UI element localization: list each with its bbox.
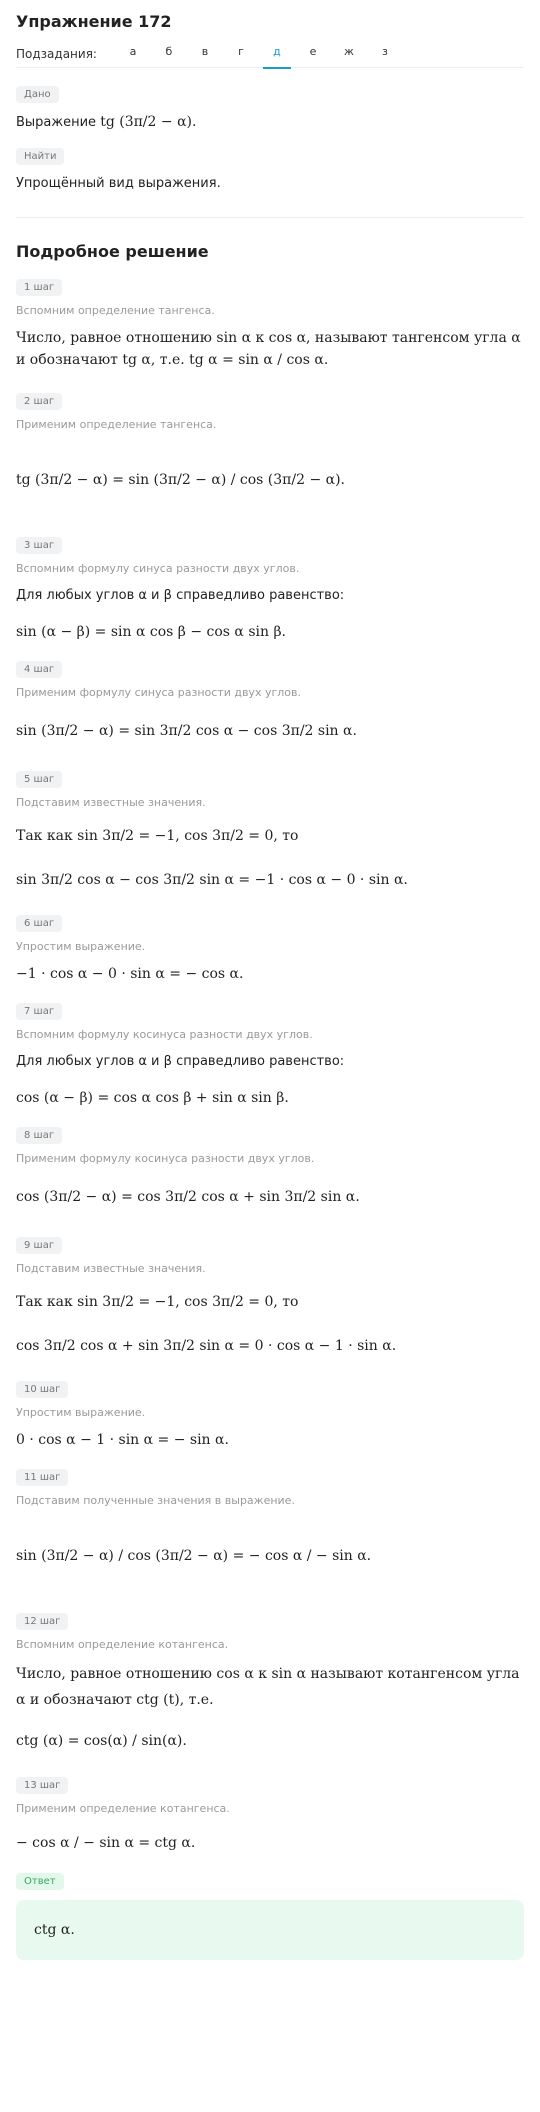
solution-title: Подробное решение xyxy=(16,242,209,261)
step-1 xyxy=(16,279,524,375)
find-text: Упрощённый вид выражения. xyxy=(16,176,221,191)
step-formula: cos (3π/2 − α) = cos 3π/2 cos α + sin 3π/2 sin α. xyxy=(16,1189,360,1205)
step-text: Для любых углов α и β справедливо равенство: xyxy=(16,588,345,603)
subtask-tab-v[interactable]: в xyxy=(201,45,209,58)
step-hint: Подставим известные значения. xyxy=(16,1262,206,1275)
step-4 xyxy=(16,661,524,753)
step-hint: Применим определение тангенса. xyxy=(16,418,217,431)
step-chip: 11 шаг xyxy=(16,1469,68,1486)
step-formula: −1 · cos α − 0 · sin α = − cos α. xyxy=(16,966,244,982)
subtask-tab-e[interactable]: е xyxy=(309,45,317,58)
step-chip: 1 шаг xyxy=(16,279,62,296)
subtask-tab-b[interactable]: б xyxy=(165,45,173,58)
answer-section xyxy=(16,1873,524,1960)
step-hint: Вспомним определение котангенса. xyxy=(16,1638,229,1651)
subtask-tab-g[interactable]: г xyxy=(238,45,244,58)
subtask-tab-d[interactable]: д xyxy=(259,45,295,62)
given-text: Выражение xyxy=(16,115,97,130)
step-formula: cos 3π/2 cos α + sin 3π/2 sin α = 0 · cos α − 1 · sin α. xyxy=(16,1338,397,1354)
given-chip: Дано xyxy=(16,86,59,103)
subtask-nav-label: Подзадания: xyxy=(16,46,97,61)
step-hint: Вспомним определение тангенса. xyxy=(16,304,215,317)
answer-chip: Ответ xyxy=(16,1873,64,1890)
step-chip: 7 шаг xyxy=(16,1003,62,1020)
given-section xyxy=(16,86,524,134)
step-formula: ctg (α) = cos(α) / sin(α). xyxy=(16,1733,187,1749)
step-hint: Вспомним формулу синуса разности двух углов. xyxy=(16,562,300,575)
step-chip: 13 шаг xyxy=(16,1777,68,1794)
step-hint: Подставим известные значения. xyxy=(16,796,206,809)
step-hint: Подставим полученные значения в выражение. xyxy=(16,1494,295,1507)
step-hint: Упростим выражение. xyxy=(16,940,146,953)
step-7 xyxy=(16,1003,524,1109)
step-chip: 9 шаг xyxy=(16,1237,62,1254)
step-8 xyxy=(16,1127,524,1219)
step-chip: 6 шаг xyxy=(16,915,62,932)
step-text: Число, равное отношению sin α к cos α, называют тангенсом угла α и обозначают tg α, т.е. tg α = sin α / cos α. xyxy=(16,330,521,368)
step-formula: tg (3π/2 − α) = sin (3π/2 − α) / cos (3π/2 − α). xyxy=(16,472,345,488)
find-section xyxy=(16,148,524,195)
step-formula: − cos α / − sin α = ctg α. xyxy=(16,1835,196,1851)
subtask-tab-zh[interactable]: ж xyxy=(343,45,354,58)
step-11 xyxy=(16,1469,524,1595)
subtask-nav xyxy=(16,46,524,68)
subtask-tab-z[interactable]: з xyxy=(382,45,388,58)
subtask-tab-a[interactable]: а xyxy=(129,45,137,58)
step-text: Так как sin 3π/2 = −1, cos 3π/2 = 0, то xyxy=(16,1294,299,1310)
given-expression: tg (3π/2 − α). xyxy=(100,114,197,130)
step-12 xyxy=(16,1613,524,1759)
answer-value: ctg α. xyxy=(34,1922,75,1938)
divider xyxy=(16,217,524,218)
step-13 xyxy=(16,1777,524,1861)
step-hint: Упростим выражение. xyxy=(16,1406,146,1419)
step-formula: 0 · cos α − 1 · sin α = − sin α. xyxy=(16,1432,229,1448)
step-hint: Применим определение котангенса. xyxy=(16,1802,230,1815)
step-chip: 4 шаг xyxy=(16,661,62,678)
step-formula: sin (3π/2 − α) / cos (3π/2 − α) = − cos α / − sin α. xyxy=(16,1548,372,1564)
step-chip: 3 шаг xyxy=(16,537,62,554)
step-chip: 2 шаг xyxy=(16,393,62,410)
step-3 xyxy=(16,537,524,643)
step-2 xyxy=(16,393,524,519)
step-hint: Применим формулу синуса разности двух углов. xyxy=(16,686,301,699)
step-hint: Вспомним формулу косинуса разности двух углов. xyxy=(16,1028,313,1041)
step-10 xyxy=(16,1381,524,1451)
step-9 xyxy=(16,1237,524,1363)
step-hint: Применим формулу косинуса разности двух углов. xyxy=(16,1152,315,1165)
step-chip: 8 шаг xyxy=(16,1127,62,1144)
step-text: Для любых углов α и β справедливо равенство: xyxy=(16,1054,345,1069)
step-6 xyxy=(16,915,524,985)
answer-box xyxy=(16,1900,524,1960)
step-text: Так как sin 3π/2 = −1, cos 3π/2 = 0, то xyxy=(16,828,299,844)
step-5 xyxy=(16,771,524,897)
step-formula: cos (α − β) = cos α cos β + sin α sin β. xyxy=(16,1090,289,1106)
step-text: Число, равное отношению cos α к sin α называют котангенсом угла α и обозначают ctg (t), т.е. xyxy=(16,1666,520,1708)
step-chip: 12 шаг xyxy=(16,1613,68,1630)
step-formula: sin 3π/2 cos α − cos 3π/2 sin α = −1 · cos α − 0 · sin α. xyxy=(16,872,408,888)
step-chip: 10 шаг xyxy=(16,1381,68,1398)
page-title: Упражнение 172 xyxy=(16,12,172,31)
step-formula: sin (α − β) = sin α cos β − cos α sin β. xyxy=(16,624,287,640)
step-formula: sin (3π/2 − α) = sin 3π/2 cos α − cos 3π/2 sin α. xyxy=(16,723,357,739)
find-chip: Найти xyxy=(16,148,64,165)
step-chip: 5 шаг xyxy=(16,771,62,788)
